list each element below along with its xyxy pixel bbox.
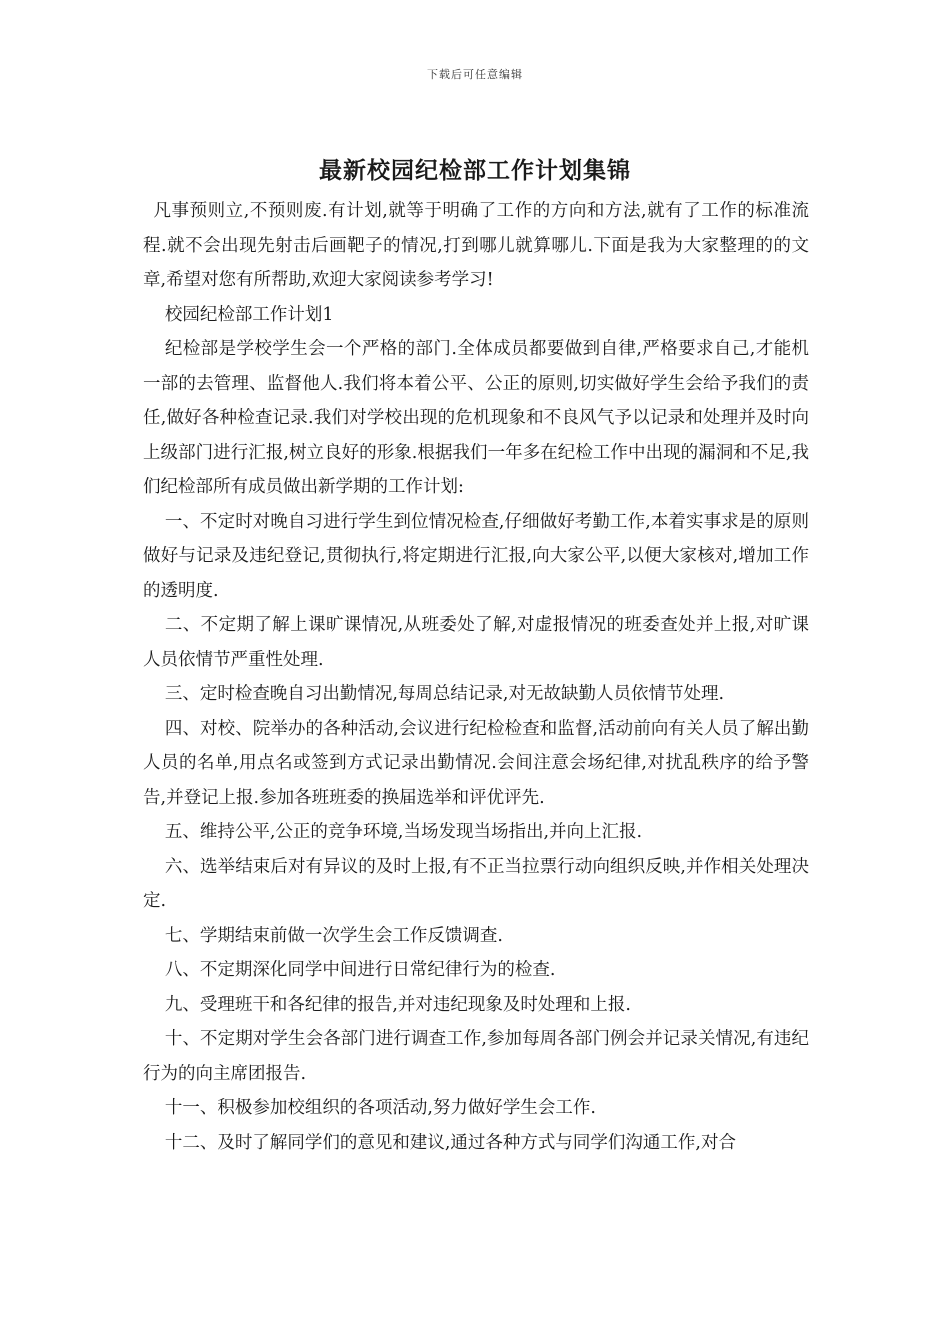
document-body bbox=[143, 194, 809, 1160]
plan-item-4: 四、对校、院举办的各种活动,会议进行纪检检查和监督,活动前向有关人员了解出勤人员的名单,用点名或签到方式记录出勤情况.会间注意会场纪律,对扰乱秩序的给予警告,并登记上报.参加各班班委的换届选举和评优评先. bbox=[143, 718, 809, 808]
document-title: 最新校园纪检部工作计划集锦 bbox=[319, 158, 631, 184]
plan-item-11: 十一、积极参加校组织的各项活动,努力做好学生会工作. bbox=[164, 1098, 596, 1118]
intro-paragraph: 凡事预则立,不预则废.有计划,就等于明确了工作的方向和方法,就有了工作的标准流程.就不会出现先射击后画靶子的情况,打到哪儿就算哪儿.下面是我为大家整理的的文章,希望对您有所帮助,欢迎大家阅读参考学习! bbox=[143, 201, 809, 290]
header-note: 下载后可任意编辑 bbox=[427, 68, 523, 81]
plan-item-12: 十二、及时了解同学们的意见和建议,通过各种方式与同学们沟通工作,对合 bbox=[164, 1132, 736, 1153]
plan-item-5: 五、维持公平,公正的竞争环境,当场发现当场指出,并向上汇报. bbox=[164, 822, 643, 842]
plan-item-9: 九、受理班干和各纪律的报告,并对违纪现象及时处理和上报. bbox=[164, 994, 631, 1015]
plan-item-2: 二、不定期了解上课旷课情况,从班委处了解,对虚报情况的班委查处并上报,对旷课人员依情节严重性处理. bbox=[143, 615, 809, 670]
plan-item-6: 六、选举结束后对有异议的及时上报,有不正当拉票行动向组织反映,并作相关处理决定. bbox=[143, 856, 809, 911]
plan-item-10: 十、不定期对学生会各部门进行调查工作,参加每周各部门例会并记录关情况,有违纪行为的向主席团报告. bbox=[143, 1029, 809, 1084]
plan-item-7: 七、学期结束前做一次学生会工作反馈调查. bbox=[164, 925, 503, 946]
plan-item-8: 八、不定期深化同学中间进行日常纪律行为的检查. bbox=[164, 960, 556, 980]
body-paragraph: 纪检部是学校学生会一个严格的部门.全体成员都要做到自律,严格要求自己,才能机一部的去管理、监督他人.我们将本着公平、公正的原则,切实做好学生会给予我们的责任,做好各种检查记录.我们对学校出现的危机现象和不良风气予以记录和处理并及时向上级部门进行汇报,树立良好的形象.根据我们一年多在纪检工作中出现的漏洞和不足,我们纪检部所有成员做出新学期的工作计划: bbox=[143, 339, 809, 497]
section-heading: 校园纪检部工作计划1 bbox=[164, 304, 334, 325]
plan-item-3: 三、定时检查晚自习出勤情况,每周总结记录,对无故缺勤人员依情节处理. bbox=[164, 684, 725, 704]
plan-item-1: 一、不定时对晚自习进行学生到位情况检查,仔细做好考勤工作,本着实事求是的原则做好与记录及违纪登记,贯彻执行,将定期进行汇报,向大家公平,以便大家核对,增加工作的透明度. bbox=[143, 511, 809, 601]
